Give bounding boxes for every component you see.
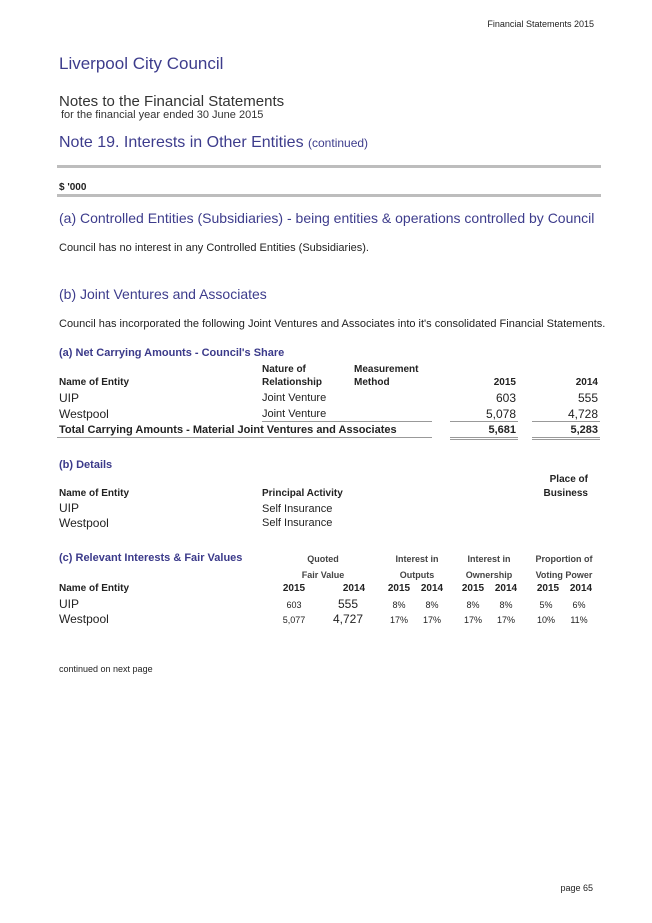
table-a-header-measure-1: Measurement — [354, 364, 419, 375]
table-c-row-2-name: Westpool — [59, 612, 109, 626]
table-c-row-2-fv-2015: 5,077 — [282, 615, 306, 625]
table-a-row-1-relationship: Joint Venture — [262, 392, 327, 404]
table-c-title: (c) Relevant Interests & Fair Values — [59, 552, 243, 564]
table-c-row-1-fv-2014: 555 — [337, 597, 359, 611]
total-line-2015-b — [450, 439, 518, 440]
table-a-header-2015: 2015 — [493, 377, 516, 388]
note-title — [59, 134, 368, 152]
total-line-2014-b — [532, 439, 600, 440]
table-b-header-place-2: Business — [543, 488, 588, 499]
table-c-header-quoted-2: Fair Value — [301, 570, 345, 580]
note-title-suffix: (continued) — [308, 136, 369, 150]
table-c-header-outputs-1: Interest in — [395, 554, 439, 564]
note-title-text: Note 19. Interests in Other Entities — [59, 134, 304, 151]
top-divider — [57, 165, 601, 168]
table-a-row-1-2014: 555 — [577, 391, 598, 405]
table-a-total-2014: 5,283 — [570, 424, 598, 436]
table-a-header-nature-2: Relationship — [262, 377, 323, 388]
subtotal-line-2015 — [450, 421, 518, 422]
table-c-row-2-out-2014: 17% — [422, 615, 441, 625]
table-a-row-1-name: UIP — [59, 391, 80, 405]
section-a-text: Council has no interest in any Controlled Entities (Subsidiaries). — [59, 242, 369, 254]
table-b-row-2-activity: Self Insurance — [262, 517, 333, 529]
table-b-header-activity: Principal Activity — [262, 488, 343, 499]
document-header-title: Financial Statements 2015 — [487, 19, 594, 29]
table-a-row-2-relationship: Joint Venture — [262, 408, 327, 420]
subtotal-line-relationship — [262, 421, 432, 422]
table-a-total-2015: 5,681 — [488, 424, 516, 436]
table-c-header-fv-2014: 2014 — [342, 583, 366, 594]
table-c-row-1-fv-2015: 603 — [286, 600, 302, 610]
table-c-row-2-fv-2014: 4,727 — [332, 612, 364, 626]
table-a-header-nature-1: Nature of — [262, 364, 306, 375]
table-b-title: (b) Details — [59, 459, 113, 471]
section-a-title: (a) Controlled Entities (Subsidiaries) - being entities & operations controlled by Council — [59, 210, 595, 226]
total-line-2015-a — [450, 437, 518, 438]
unit-label: $ '000 — [59, 182, 87, 193]
table-c-row-2-own-2014: 17% — [496, 615, 515, 625]
table-b-header-name: Name of Entity — [59, 488, 130, 499]
table-c-row-2-vote-2014: 11% — [570, 615, 588, 625]
table-c-row-1-name: UIP — [59, 597, 80, 611]
table-c-header-fv-2015: 2015 — [282, 583, 306, 594]
table-a-row-2-2015: 5,078 — [485, 407, 516, 421]
table-a-row-2-2014: 4,728 — [567, 407, 598, 421]
total-line-2014-a — [532, 437, 600, 438]
table-c-header-own-2014: 2014 — [494, 583, 518, 594]
table-c-header-own-2015: 2015 — [461, 583, 485, 594]
table-c-header-outputs-2: Outputs — [399, 570, 435, 580]
table-a-title: (a) Net Carrying Amounts - Council's Share — [59, 347, 285, 359]
table-b-header-place-1: Place of — [549, 474, 588, 485]
table-c-header-voting-2: Voting Power — [535, 570, 593, 580]
unit-divider — [57, 194, 601, 197]
table-b-row-1-activity: Self Insurance — [262, 503, 333, 515]
table-c-header-ownership-1: Interest in — [467, 554, 511, 564]
table-c-row-2-vote-2015: 10% — [536, 615, 555, 625]
notes-title: Notes to the Financial Statements — [59, 93, 285, 110]
table-a-row-1-2015: 603 — [495, 391, 516, 405]
table-c-row-2-out-2015: 17% — [389, 615, 408, 625]
subtotal-line-2014 — [532, 421, 600, 422]
table-c-row-1-vote-2014: 6% — [572, 600, 586, 610]
table-b-row-1-name: UIP — [59, 501, 80, 515]
section-b-text: Council has incorporated the following Joint Ventures and Associates into it's consolidated Financial Statements. — [59, 318, 606, 330]
council-name: Liverpool City Council — [59, 54, 224, 73]
notes-subtitle: for the financial year ended 30 June 2015 — [61, 109, 264, 121]
table-c-row-2-own-2015: 17% — [463, 615, 482, 625]
table-c-row-1-out-2015: 8% — [392, 600, 406, 610]
table-c-header-ownership-2: Ownership — [465, 570, 513, 580]
table-c-header-quoted-1: Quoted — [307, 554, 339, 564]
table-c-row-1-vote-2015: 5% — [539, 600, 553, 610]
table-c-header-name: Name of Entity — [59, 583, 130, 594]
total-line-label — [57, 437, 432, 438]
table-c-row-1-own-2015: 8% — [466, 600, 480, 610]
table-c-row-1-out-2014: 8% — [425, 600, 439, 610]
table-a-header-measure-2: Method — [354, 377, 390, 388]
table-c-header-out-2015: 2015 — [387, 583, 411, 594]
table-a-total-label: Total Carrying Amounts - Material Joint Ventures and Associates — [59, 424, 397, 436]
table-c-header-vote-2015: 2015 — [536, 583, 560, 594]
continued-note: continued on next page — [59, 664, 153, 674]
table-c-header-voting-1: Proportion of — [535, 554, 593, 564]
table-c-header-out-2014: 2014 — [420, 583, 444, 594]
table-c-row-1-own-2014: 8% — [499, 600, 513, 610]
table-a-header-name: Name of Entity — [59, 377, 130, 388]
table-b-row-2-name: Westpool — [59, 516, 109, 530]
table-a-header-2014: 2014 — [575, 377, 598, 388]
table-a-row-2-name: Westpool — [59, 407, 109, 421]
page-number: page 65 — [560, 883, 593, 893]
table-c-header-vote-2014: 2014 — [569, 583, 593, 594]
section-b-title: (b) Joint Ventures and Associates — [59, 286, 267, 302]
